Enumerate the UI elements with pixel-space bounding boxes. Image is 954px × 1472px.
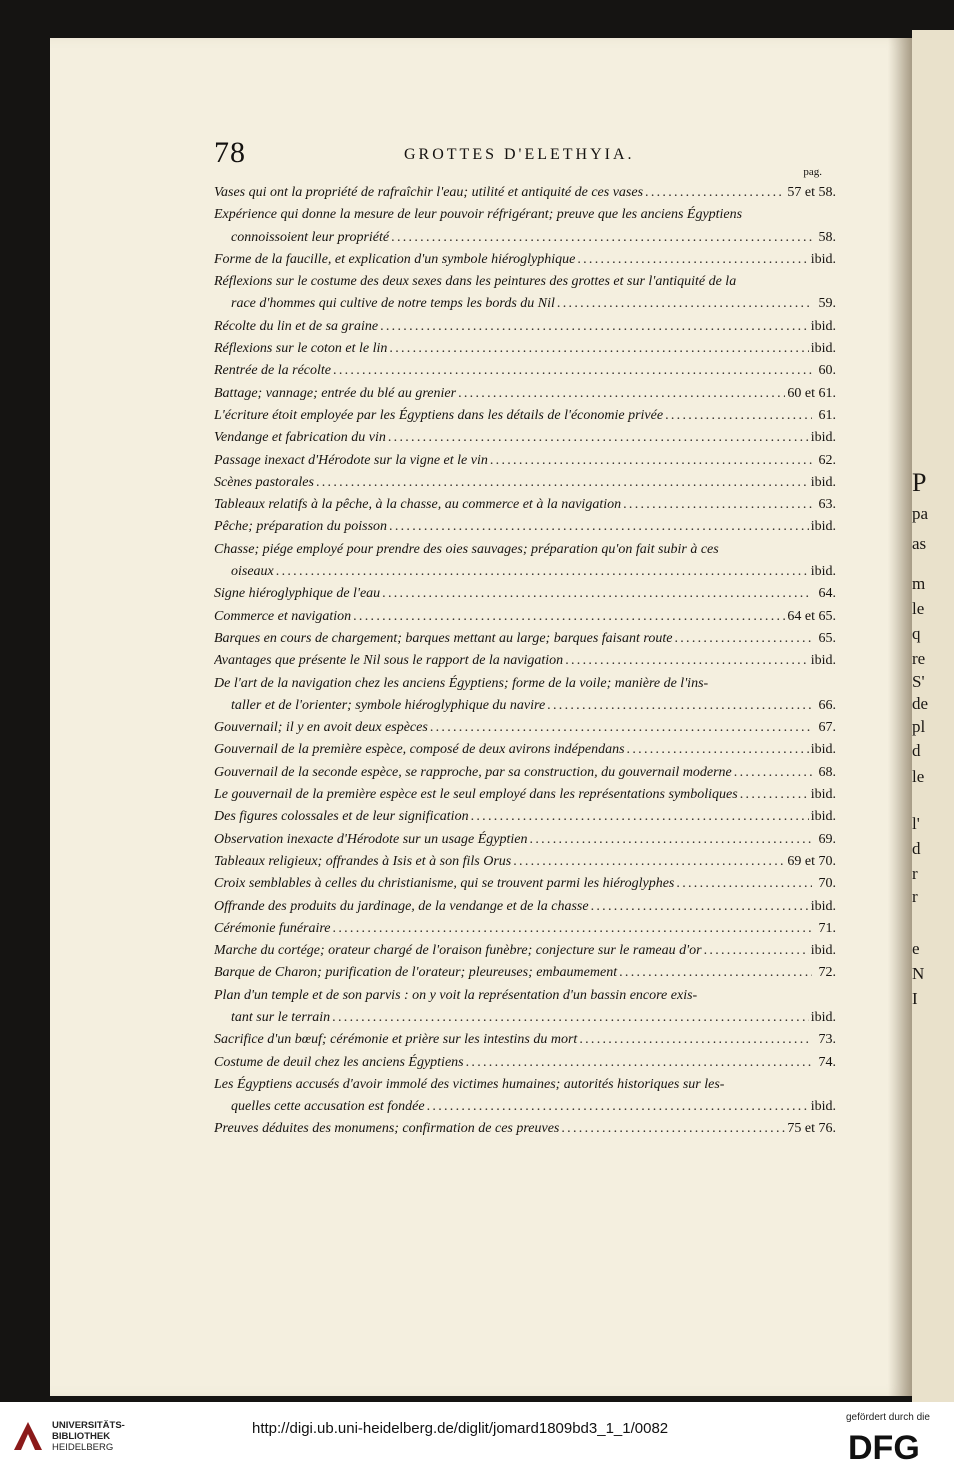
- dot-leader: [389, 338, 808, 360]
- toc-entry: [214, 204, 836, 249]
- toc-entry-text: Des figures colossales et de leur signification: [214, 809, 469, 825]
- toc-line: [214, 494, 836, 516]
- toc-entry-text: Tableaux relatifs à la pêche, à la chasse, au commerce et à la navigation: [214, 497, 622, 513]
- toc-entry: [214, 1118, 836, 1140]
- toc-entry-text: Battage; vannage; entrée du blé au grenier: [214, 385, 457, 401]
- toc-line: [214, 450, 836, 472]
- toc-entry: [214, 271, 836, 316]
- toc-page-ref: ibid.: [810, 251, 836, 267]
- dot-leader: [665, 405, 812, 427]
- toc-page-ref: 60 et 61.: [787, 385, 836, 401]
- toc-line: [214, 293, 836, 315]
- toc-page-ref: 60.: [818, 363, 836, 379]
- library-name-line: HEIDELBERG: [52, 1442, 114, 1453]
- toc-entry-text: Vases qui ont la propriété de rafraîchir l'eau; utilité et antiquité de ces vases: [214, 185, 644, 200]
- toc-line: [214, 1052, 836, 1074]
- viewer-footer: [0, 1402, 954, 1472]
- toc-page-ref: ibid.: [810, 653, 836, 669]
- toc-line: [214, 806, 836, 828]
- toc-page-ref: ibid.: [810, 341, 836, 357]
- page-gutter-shadow: [888, 38, 912, 1396]
- toc-page-ref: 71.: [818, 920, 836, 936]
- facing-page-glyph: m: [912, 574, 926, 593]
- facing-page-glyph: d: [912, 741, 921, 760]
- toc-entry-text: taller et de l'orienter; symbole hiéroglyphique du navire: [231, 697, 546, 713]
- dot-leader: [565, 650, 809, 672]
- toc-entry-text: Costume de deuil chez les anciens Égyptiens: [214, 1054, 464, 1070]
- toc-entry: [214, 962, 836, 984]
- toc-line: [214, 360, 836, 382]
- page-number: 78: [214, 136, 246, 169]
- toc-line: [214, 873, 836, 895]
- library-name-line: UNIVERSITÄTS-: [52, 1420, 125, 1431]
- pag-label: pag.: [803, 166, 822, 178]
- facing-page-edge: [912, 30, 954, 1402]
- toc-entry: [214, 650, 836, 672]
- dot-leader: [530, 829, 812, 851]
- dot-leader: [579, 1029, 812, 1051]
- toc-entry: [214, 985, 836, 1030]
- toc-line: [214, 1118, 836, 1140]
- toc-entry-text: L'écriture étoit employée par les Égyptiens dans les détails de l'économie privée: [214, 407, 664, 423]
- facing-page-glyph: le: [912, 599, 925, 618]
- facing-page-glyph: P: [912, 468, 927, 497]
- toc-entry-text: Gouvernail de la seconde espèce, se rapproche, par sa construction, du gouvernail moderne: [214, 764, 732, 780]
- toc-entry: [214, 494, 836, 516]
- toc-page-ref: 72.: [818, 965, 836, 981]
- toc-line: [214, 940, 836, 962]
- toc-entry-text: Croix semblables à celles du christianisme, qui se trouvent parmi les hiéroglyphes: [214, 876, 675, 892]
- toc-entry-text: Rentrée de la récolte: [214, 363, 332, 379]
- toc-entry: [214, 673, 836, 718]
- facing-page-glyph: I: [912, 989, 918, 1008]
- toc-entry-text: Chasse; piége employé pour prendre des oies sauvages; préparation qu'on fait subir à ces: [214, 541, 719, 557]
- toc-entry: [214, 739, 836, 761]
- toc-entry-text: Sacrifice d'un bœuf; cérémonie et prière sur les intestins du mort: [214, 1032, 578, 1048]
- facing-page-glyph: le: [912, 767, 925, 786]
- toc-page-ref: 69 et 70.: [787, 853, 836, 869]
- toc-page-ref: 70.: [818, 876, 836, 892]
- toc-line: [214, 606, 836, 628]
- dot-leader: [276, 561, 809, 583]
- toc-page-ref: 58.: [818, 229, 836, 245]
- toc-entry: [214, 606, 836, 628]
- toc-entry: [214, 472, 836, 494]
- toc-entry-text: Le gouvernail de la première espèce est le seul employé dans les représentations symboliques: [214, 787, 738, 803]
- toc-page-ref: 63.: [818, 497, 836, 513]
- dot-leader: [676, 873, 812, 895]
- toc-entry-text: race d'hommes qui cultive de notre temps les bords du Nil: [231, 296, 555, 312]
- dot-leader: [333, 918, 812, 940]
- facing-page-glyph: r: [912, 887, 918, 906]
- toc-line: [214, 985, 836, 1007]
- toc-line: [214, 539, 836, 561]
- dot-leader: [380, 316, 809, 338]
- dfg-logo-text: DFG: [848, 1429, 920, 1464]
- toc-entry-text: Cérémonie funéraire: [214, 920, 331, 936]
- dot-leader: [547, 695, 812, 717]
- toc-entry-text: Gouvernail; il y en avoit deux espèces: [214, 720, 428, 736]
- toc-line: [214, 472, 836, 494]
- toc-entry-text: quelles cette accusation est fondée: [231, 1099, 425, 1115]
- toc-entry: [214, 427, 836, 449]
- toc-line: [214, 1074, 836, 1096]
- facing-page-glyph: d: [912, 839, 921, 858]
- toc-entry-text: Scènes pastorales: [214, 474, 314, 490]
- dot-leader: [389, 516, 809, 538]
- toc-entry-text: Vendange et fabrication du vin: [214, 430, 386, 446]
- toc-entry: [214, 873, 836, 895]
- dot-leader: [316, 472, 809, 494]
- toc-line: [214, 1096, 836, 1118]
- toc-line: [214, 762, 836, 784]
- toc-entry: [214, 918, 836, 940]
- toc-entry-text: Observation inexacte d'Hérodote sur un usage Égyptien: [214, 831, 528, 847]
- toc-entry: [214, 829, 836, 851]
- toc-entry-text: De l'art de la navigation chez les anciens Égyptiens; forme de la voile; manière de l'ins-: [214, 675, 709, 691]
- toc-entry-text: Réflexions sur le coton et le lin: [214, 341, 388, 357]
- toc-page-ref: 67.: [818, 720, 836, 736]
- toc-entry: [214, 1052, 836, 1074]
- toc-entry-text: Barques en cours de chargement; barques mettant au large; barques faisant route: [214, 630, 673, 646]
- toc-entry: [214, 628, 836, 650]
- toc-entry-text: Barque de Charon; purification de l'orateur; pleureuses; embaumement: [214, 965, 618, 981]
- toc-entry: [214, 516, 836, 538]
- toc-line: [214, 673, 836, 695]
- toc-page-ref: ibid.: [810, 519, 836, 535]
- facing-page-glyph: S': [912, 672, 925, 691]
- toc-line: [214, 516, 836, 538]
- toc-entry: [214, 940, 836, 962]
- toc-entry-text: Tableaux religieux; offrandes à Isis et à son fils Orus: [214, 853, 512, 869]
- toc-entry: [214, 539, 836, 584]
- university-library-logo: [10, 1418, 46, 1454]
- dot-leader: [466, 1052, 812, 1074]
- toc-page-ref: ibid.: [810, 564, 836, 580]
- toc-page-ref: 59.: [818, 296, 836, 312]
- funding-label: gefördert durch die: [846, 1412, 930, 1423]
- toc-entry-text: Preuves déduites des monumens; confirmation de ces preuves: [214, 1121, 560, 1137]
- page-header: [214, 136, 836, 182]
- toc-line: [214, 249, 836, 271]
- toc-line: [214, 204, 836, 226]
- toc-entry-text: connoissoient leur propriété: [231, 229, 390, 245]
- toc-page-ref: ibid.: [810, 787, 836, 803]
- facing-page-glyph: as: [912, 534, 927, 553]
- toc-entry-text: Les Égyptiens accusés d'avoir immolé des victimes humaines; autorités historiques sur les-: [214, 1076, 725, 1092]
- dot-leader: [619, 962, 812, 984]
- toc-entry-text: Signe hiéroglyphique de l'eau: [214, 586, 381, 602]
- dot-leader: [704, 940, 809, 962]
- toc-page-ref: 65.: [818, 630, 836, 646]
- toc-line: [214, 383, 836, 405]
- toc-page-ref: ibid.: [810, 742, 836, 758]
- toc-line: [214, 338, 836, 360]
- toc-entry-text: Plan d'un temple et de son parvis : on y voit la représentation d'un bassin encore exis-: [214, 987, 698, 1003]
- dot-leader: [388, 427, 809, 449]
- toc-entry: [214, 762, 836, 784]
- toc-entry: [214, 583, 836, 605]
- toc-page-ref: 73.: [818, 1032, 836, 1048]
- toc-line: [214, 561, 836, 583]
- toc-page-ref: 69.: [818, 831, 836, 847]
- toc-page-ref: ibid.: [810, 1009, 836, 1025]
- toc-line: [214, 1007, 836, 1029]
- toc-line: [214, 784, 836, 806]
- dot-leader: [458, 383, 785, 405]
- toc-entry-text: Récolte du lin et de sa graine: [214, 318, 379, 334]
- facing-page-glyph: re: [912, 649, 926, 668]
- toc-entry-text: Gouvernail de la première espèce, composé de deux avirons indépendans: [214, 742, 625, 758]
- dot-leader: [645, 182, 785, 204]
- toc-line: [214, 583, 836, 605]
- toc-entry-text: Expérience qui donne la mesure de leur pouvoir réfrigérant; preuve que les anciens Égyptiens: [214, 207, 743, 223]
- toc-entry: [214, 360, 836, 382]
- dot-leader: [430, 717, 812, 739]
- toc-entry: [214, 316, 836, 338]
- toc-line: [214, 316, 836, 338]
- dot-leader: [332, 1007, 809, 1029]
- dot-leader: [577, 249, 808, 271]
- dot-leader: [333, 360, 812, 382]
- dot-leader: [674, 628, 812, 650]
- toc-page-ref: 61.: [818, 407, 836, 423]
- toc-entry: [214, 896, 836, 918]
- running-head: GROTTES D'ELETHYIA.: [404, 146, 635, 163]
- dot-leader: [591, 896, 809, 918]
- toc-page-ref: ibid.: [810, 430, 836, 446]
- toc-line: [214, 717, 836, 739]
- toc-entry-text: Forme de la faucille, et explication d'un symbole hiéroglyphique: [214, 251, 576, 267]
- dot-leader: [740, 784, 809, 806]
- dot-leader: [627, 739, 809, 761]
- toc-entry-text: Réflexions sur le costume des deux sexes dans les peintures des grottes et sur l'antiquité de la: [214, 274, 737, 290]
- toc-entry: [214, 1029, 836, 1051]
- toc-entry: [214, 405, 836, 427]
- toc-page-ref: 75 et 76.: [787, 1121, 836, 1137]
- toc-entry-text: Marche du cortége; orateur chargé de l'oraison funèbre; conjecture sur le rameau d'or: [214, 943, 702, 959]
- dot-leader: [557, 293, 812, 315]
- toc-entry: [214, 338, 836, 360]
- university-library-name: [52, 1420, 125, 1453]
- dot-leader: [561, 1118, 785, 1140]
- toc-line: [214, 829, 836, 851]
- table-of-contents: [214, 182, 836, 1141]
- toc-line: [214, 271, 836, 293]
- facing-page-glyph: N: [912, 964, 925, 983]
- facing-page-glyph: de: [912, 694, 929, 713]
- dot-leader: [734, 762, 812, 784]
- toc-line: [214, 1029, 836, 1051]
- toc-entry: [214, 450, 836, 472]
- dfg-logo: [848, 1428, 944, 1464]
- toc-page-ref: 62.: [818, 452, 836, 468]
- toc-entry-text: oiseaux: [231, 564, 274, 580]
- toc-entry-text: Commerce et navigation: [214, 608, 352, 624]
- toc-page-ref: ibid.: [810, 1099, 836, 1115]
- dot-leader: [391, 227, 812, 249]
- toc-line: [214, 405, 836, 427]
- facing-page-glyph: pl: [912, 717, 926, 736]
- toc-entry: [214, 1074, 836, 1119]
- toc-page-ref: ibid.: [810, 898, 836, 914]
- toc-page-ref: ibid.: [810, 474, 836, 490]
- toc-page-ref: 66.: [818, 697, 836, 713]
- document-url[interactable]: http://digi.ub.uni-heidelberg.de/diglit/jomard1809bd3_1_1/0082: [252, 1420, 669, 1437]
- toc-line: [214, 896, 836, 918]
- toc-line: [214, 739, 836, 761]
- toc-entry-text: Avantages que présente le Nil sous le rapport de la navigation: [214, 653, 564, 669]
- toc-entry: [214, 383, 836, 405]
- toc-entry-text: Pêche; préparation du poisson: [214, 519, 388, 535]
- toc-entry: [214, 806, 836, 828]
- dot-leader: [623, 494, 812, 516]
- dot-leader: [513, 851, 785, 873]
- toc-page-ref: 68.: [818, 764, 836, 780]
- dot-leader: [427, 1096, 809, 1118]
- toc-line: [214, 918, 836, 940]
- toc-line: [214, 227, 836, 249]
- toc-line: [214, 695, 836, 717]
- toc-page-ref: ibid.: [810, 809, 836, 825]
- toc-entry: [214, 851, 836, 873]
- facing-page-glyph: e: [912, 939, 920, 958]
- dot-leader: [382, 583, 812, 605]
- toc-entry: [214, 182, 836, 204]
- toc-line: [214, 427, 836, 449]
- toc-entry-text: Passage inexact d'Hérodote sur la vigne et le vin: [214, 452, 488, 468]
- toc-page-ref: 57 et 58.: [787, 185, 836, 200]
- toc-page-ref: 64.: [818, 586, 836, 602]
- toc-line: [214, 650, 836, 672]
- dot-leader: [490, 450, 812, 472]
- toc-entry: [214, 784, 836, 806]
- facing-page-glyph: l': [912, 814, 920, 833]
- toc-page-ref: 74.: [818, 1054, 836, 1070]
- dot-leader: [353, 606, 785, 628]
- toc-page-ref: 64 et 65.: [787, 608, 836, 624]
- dot-leader: [471, 806, 809, 828]
- toc-entry: [214, 249, 836, 271]
- toc-entry: [214, 717, 836, 739]
- toc-line: [214, 182, 836, 204]
- toc-entry-text: Offrande des produits du jardinage, de la vendange et de la chasse: [214, 898, 589, 914]
- toc-line: [214, 628, 836, 650]
- toc-line: [214, 962, 836, 984]
- library-name-line: BIBLIOTHEK: [52, 1431, 111, 1442]
- toc-page-ref: ibid.: [810, 943, 836, 959]
- facing-page-glyph: r: [912, 864, 918, 883]
- facing-page-glyph: pa: [912, 504, 929, 523]
- facing-page-glyph: q: [912, 624, 921, 643]
- toc-page-ref: ibid.: [810, 318, 836, 334]
- toc-line: [214, 851, 836, 873]
- toc-entry-text: tant sur le terrain: [231, 1009, 331, 1025]
